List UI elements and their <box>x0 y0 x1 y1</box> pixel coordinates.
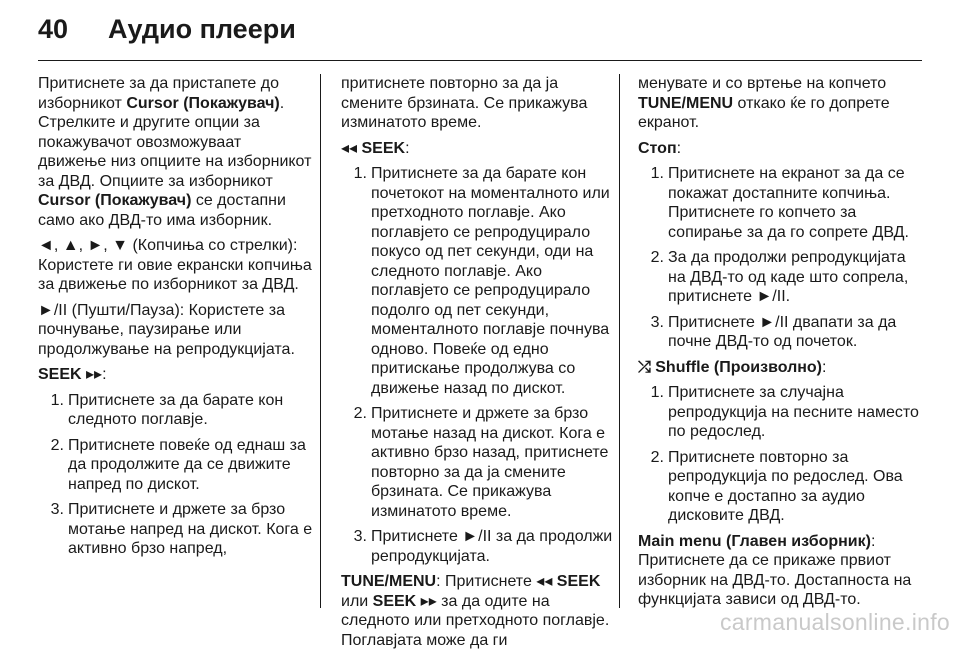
page-title: Аудио плеери <box>108 14 296 44</box>
list-item: 3. Притиснете ►/II за да продолжи репродукцијата. <box>353 528 613 565</box>
shuffle-list <box>638 383 922 526</box>
seek-forward-heading: SEEK ▸▸: <box>38 366 107 383</box>
list-item: 1. Притиснете за да барате кон почетокот на моменталното или претходното поглавје. Ако поглавјето се репродуцирало покусо од пет секунди, оди на следното поглавје. Ако поглавјето се репродуцирало подолго од пет секунди, моменталното поглавје почнува одново. Повеќе од едно притискање продолжува со движење назад по дискот. <box>353 165 610 397</box>
seek-forward-list <box>38 391 313 559</box>
list-item: 3. Притиснете и држете за брзо мотање напред на дискот. Кога е активно брзо напред, <box>50 501 313 557</box>
list-item: 1. Притиснете на екранот за да се покажат достапните копчиња. Притиснете го копчето за сопирање за да го сопрете ДВД. <box>650 165 909 241</box>
column-divider-1 <box>320 74 321 608</box>
tune-menu-paragraph: TUNE/MENU: Притиснете ◂◂ SEEK или SEEK ▸▸ за да одите на следното или претходното поглавје. Поглавјата може да ги <box>341 573 610 649</box>
continuation-paragraph: притиснете повторно за да ја смените брзината. Се прикажува изминатото време. <box>341 75 588 131</box>
column-3 <box>638 74 922 616</box>
column-divider-2 <box>619 74 620 608</box>
list-item: 1. Притиснете за да барате кон следното поглавје. <box>50 391 284 428</box>
list-item: 2. Притиснете и држете за брзо мотање назад на дискот. Кога е активно брзо назад, притиснете повторно за да ја смените брзината. Се прикажува изминатото време. <box>353 405 609 520</box>
column-1 <box>38 74 313 565</box>
watermark: carmanualsonline.info <box>719 609 950 635</box>
main-menu-paragraph: Притиснете да се прикаже првиот изборник на ДВД-то. Достапноста на функцијата зависи од ДВД-то. <box>638 552 912 608</box>
main-menu-heading: Main menu (Главен изборник): <box>638 532 876 550</box>
header-rule <box>38 60 922 61</box>
page-header <box>38 14 296 54</box>
list-item: 3. Притиснете ►/II двапати за да почне ДВД-то од почеток. <box>650 313 897 350</box>
cursor-term-2: Cursor (Покажувач) <box>38 192 192 209</box>
list-item: 2. За да продолжи репродукцијата на ДВД-то од каде што сопрела, притиснете ►/II. <box>650 249 909 305</box>
list-item: 1. Притиснете за случајна репродукција на песните наместо по редослед. <box>650 384 919 440</box>
play-pause-paragraph: ►/II (Пушти/Пауза): Користете за почнување, паузирање или продолжување на репродукцијата. <box>38 301 295 358</box>
seek-back-heading: ◂◂ SEEK: <box>341 139 410 157</box>
continuation-paragraph-2: менувате и со вртење на копчето TUNE/MENU откако ќе го допрете екранот. <box>638 75 890 131</box>
cursor-term: Cursor (Покажувач) <box>126 94 280 112</box>
column-2 <box>341 74 617 656</box>
stop-heading: Стоп: <box>638 139 682 157</box>
list-item: 2. Притиснете повторно за репродукција по редослед. Ова копче е достапно за аудио дисковите ДВД. <box>650 448 903 524</box>
seek-back-list <box>341 164 617 566</box>
list-item: 2. Притиснете повеќе од еднаш за да продолжите да се движите напред по дискот. <box>50 436 306 493</box>
cursor-paragraph: Притиснете за да пристапете до изборникот Cursor (Покажувач). Стрелките и другите опции за покажувачот овозможуваат движење низ опциите на изборникот за ДВД. Опциите за изборникот Cursor (Покажувач) се достапни само ако ДВД-то има изборник. <box>38 75 312 229</box>
shuffle-heading: ⤮ Shuffle (Произволно): <box>638 358 827 376</box>
arrow-keys-paragraph: ◄, ▲, ►, ▼ (Копчиња со стрелки): Користете ги овие екрански копчиња за движење по изборникот за ДВД. <box>38 237 312 293</box>
stop-list <box>638 164 922 352</box>
page-number: 40 <box>38 14 69 44</box>
